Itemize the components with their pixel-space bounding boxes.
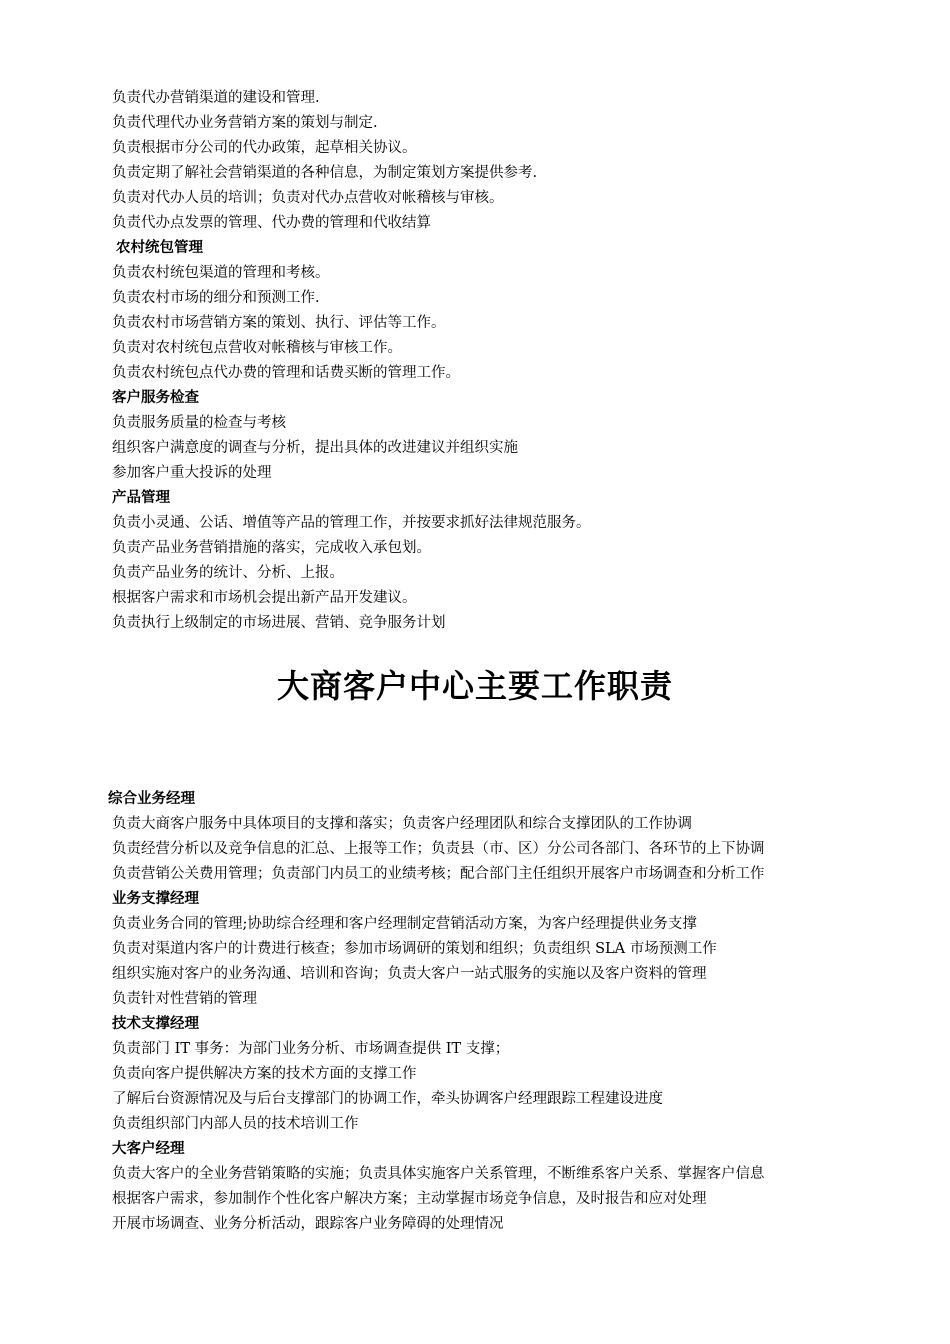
rural-line: 负责农村统包点代办费的管理和话费买断的管理工作。 xyxy=(112,365,460,381)
key-account-line: 负责大客户的全业务营销策略的实施；负责具体实施客户关系管理，不断维系客户关系、掌握客户信息 xyxy=(112,1166,765,1182)
service-line: 组织客户满意度的调查与分析，提出具体的改进建议并组织实施 xyxy=(112,440,518,456)
support-heading: 业务支撑经理 xyxy=(112,891,199,907)
general-line: 负责经营分析以及竞争信息的汇总、上报等工作；负责县（市、区）分公司各部门、各环节的上下协调 xyxy=(112,841,765,857)
support-line: 组织实施对客户的业务沟通、培训和咨询；负责大客户一站式服务的实施以及客户资料的管理 xyxy=(112,966,707,982)
rural-line: 负责农村市场营销方案的策划、执行、评估等工作。 xyxy=(112,315,446,331)
general-line: 负责营销公关费用管理；负责部门内员工的业绩考核；配合部门主任组织开展客户市场调查和分析工作 xyxy=(112,866,765,882)
product-heading: 产品管理 xyxy=(112,490,170,506)
tech-line: 负责组织部门内部人员的技术培训工作 xyxy=(112,1116,359,1132)
agency-line: 负责根据市分公司的代办政策，起草相关协议。 xyxy=(112,140,417,156)
product-line: 负责产品业务的统计、分析、上报。 xyxy=(112,565,344,581)
general-line: 负责大商客户服务中具体项目的支撑和落实；负责客户经理团队和综合支撑团队的工作协调 xyxy=(112,816,692,832)
rural-line: 负责农村统包渠道的管理和考核。 xyxy=(112,265,330,281)
service-heading: 客户服务检查 xyxy=(112,390,199,406)
service-line: 参加客户重大投诉的处理 xyxy=(112,465,272,481)
support-line: 负责对渠道内客户的计费进行核查；参加市场调研的策划和组织；负责组织 SLA 市场预测工作 xyxy=(112,941,717,957)
general-heading: 综合业务经理 xyxy=(108,791,195,807)
rural-line: 负责对农村统包点营收对帐稽核与审核工作。 xyxy=(112,340,402,356)
tech-line: 了解后台资源情况及与后台支撑部门的协调工作，牵头协调客户经理跟踪工程建设进度 xyxy=(112,1091,663,1107)
key-account-heading: 大客户经理 xyxy=(112,1141,185,1157)
page-title: 大商客户中心主要工作职责 xyxy=(276,667,673,705)
agency-line: 负责代办营销渠道的建设和管理. xyxy=(112,90,320,106)
product-line: 负责产品业务营销措施的落实，完成收入承包划。 xyxy=(112,540,431,556)
agency-line: 负责定期了解社会营销渠道的各种信息，为制定策划方案提供参考. xyxy=(112,165,538,181)
product-line: 负责小灵通、公话、增值等产品的管理工作，并按要求抓好法律规范服务。 xyxy=(112,515,591,531)
product-line: 根据客户需求和市场机会提出新产品开发建议。 xyxy=(112,590,417,606)
agency-line: 负责代理代办业务营销方案的策划与制定. xyxy=(112,115,378,131)
key-account-line: 开展市场调查、业务分析活动，跟踪客户业务障碍的处理情况 xyxy=(112,1216,504,1232)
agency-line: 负责代办点发票的管理、代办费的管理和代收结算 xyxy=(112,215,431,231)
tech-line: 负责部门 IT 事务：为部门业务分析、市场调查提供 IT 支撑； xyxy=(112,1041,510,1057)
tech-heading: 技术支撑经理 xyxy=(112,1016,199,1032)
product-line: 负责执行上级制定的市场进展、营销、竞争服务计划 xyxy=(112,615,446,631)
support-line: 负责针对性营销的管理 xyxy=(112,991,257,1007)
support-line: 负责业务合同的管理;协助综合经理和客户经理制定营销活动方案，为客户经理提供业务支撑 xyxy=(112,916,697,932)
rural-line: 负责农村市场的细分和预测工作. xyxy=(112,290,320,306)
key-account-line: 根据客户需求，参加制作个性化客户解决方案；主动掌握市场竞争信息，及时报告和应对处理 xyxy=(112,1191,707,1207)
rural-heading: 农村统包管理 xyxy=(116,240,203,256)
agency-line: 负责对代办人员的培训；负责对代办点营收对帐稽核与审核。 xyxy=(112,190,504,206)
service-line: 负责服务质量的检查与考核 xyxy=(112,415,286,431)
tech-line: 负责向客户提供解决方案的技术方面的支撑工作 xyxy=(112,1066,417,1082)
